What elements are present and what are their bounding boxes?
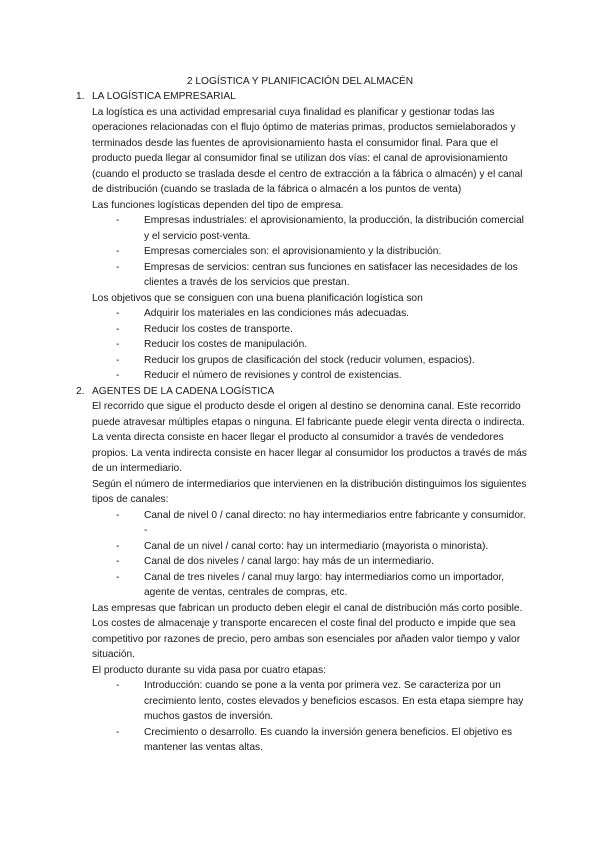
section-number: 1. bbox=[76, 91, 85, 102]
list-item: - Reducir el número de revisiones y control de existencias. bbox=[130, 368, 528, 384]
paragraph: El producto durante su vida pasa por cuatro etapas: bbox=[92, 664, 326, 676]
list-item: - Canal de dos niveles / canal largo: hay más de un intermediario. bbox=[130, 554, 528, 570]
paragraph: Las funciones logísticas dependen del tipo de empresa. bbox=[92, 199, 344, 211]
paragraph: Según el número de intermediarios que intervienen en la distribución distinguimos los siguientes tipos de canales: bbox=[92, 478, 527, 505]
list-item: - Empresas industriales: el aprovisionamiento, la producción, la distribución comercial y el servicio post-venta. bbox=[130, 213, 528, 244]
section-title: LA LOGÍSTICA EMPRESARIAL bbox=[92, 91, 236, 102]
dash-list bbox=[92, 508, 528, 601]
dash-list bbox=[92, 306, 528, 384]
list-item: - Introducción: cuando se pone a la venta por primera vez. Se caracteriza por un crecimiento lento, costes elevados y beneficios escasos. En esta etapa siempre hay muchos gastos de inversión. bbox=[130, 678, 528, 725]
paragraph: La venta directa consiste en hacer llegar el producto al consumidor a través de vendedores propios. La venta indirecta consiste en hacer llegar al consumidor los productos a través de más de un intermediario. bbox=[92, 432, 527, 474]
list-item: - Canal de un nivel / canal corto: hay un intermediario (mayorista o minorista). bbox=[130, 539, 528, 555]
dash-list bbox=[92, 678, 528, 756]
list-item: - Adquirir los materiales en las condiciones más adecuadas. bbox=[130, 306, 528, 322]
dash-list bbox=[92, 213, 528, 291]
document-title: 2 LOGÍSTICA Y PLANIFICACIÓN DEL ALMACÉN bbox=[186, 76, 414, 87]
section-body-2 bbox=[76, 399, 528, 756]
list-item: - Reducir los costes de transporte. bbox=[130, 322, 528, 338]
paragraph: El recorrido que sigue el producto desde el origen al destino se denomina canal. Este recorrido puede atravesar múltiples etapas o ninguna. El fabricante puede elegir venta directa o indirecta. bbox=[92, 401, 525, 428]
list-item: - Reducir los grupos de clasificación del stock (reducir volumen, espacios). bbox=[130, 353, 528, 369]
section-title: AGENTES DE LA CADENA LOGÍSTICA bbox=[92, 385, 275, 397]
list-item: - Canal de nivel 0 / canal directo: no hay intermediarios entre fabricante y consumidor. - bbox=[130, 508, 528, 539]
list-item: - Empresas comerciales son: el aprovisionamiento y la distribución. bbox=[130, 244, 528, 260]
section-heading-2 bbox=[76, 384, 528, 400]
section-number: 2. bbox=[76, 385, 85, 397]
document-body bbox=[76, 89, 528, 756]
list-item: - Crecimiento o desarrollo. Es cuando la inversión genera beneficios. El objetivo es mantener las ventas altas. bbox=[130, 725, 528, 756]
paragraph: Los objetivos que se consiguen con una buena planificación logística son bbox=[92, 292, 423, 304]
list-item: - Canal de tres niveles / canal muy largo: hay intermediarios como un importador, agente de ventas, centrales de compras, etc. bbox=[130, 570, 528, 601]
paragraph: Las empresas que fabrican un producto deben elegir el canal de distribución más corto posible. Los costes de almacenaje y transporte encarecen el coste final del producto e impide que sea competitivo por razones de precio, pero ambas son esenciales por añaden valor tiempo y valor situación. bbox=[92, 602, 523, 660]
paragraph: La logística es una actividad empresarial cuya finalidad es planificar y gestionar todas las operaciones relacionadas con el flujo óptimo de materias primas, productos semielaborados y terminados desde las fuentes de aprovisionamiento hasta el consumidor final. Para que el producto pueda llegar al consumidor final se utilizan dos vías: el canal de aprovisionamiento (cuando el producto se traslada desde el centro de extracción a la fábrica o almacén) y el canal de distribución (cuando se traslada de la fábrica o almacén a los puntos de venta) bbox=[92, 106, 523, 195]
list-item: - Reducir los costes de manipulación. bbox=[130, 337, 528, 353]
section-heading-1 bbox=[76, 89, 528, 105]
section-body-1 bbox=[76, 105, 528, 384]
list-item: - Empresas de servicios: centran sus funciones en satisfacer las necesidades de los clientes a través de los servicios que prestan. bbox=[130, 260, 528, 291]
